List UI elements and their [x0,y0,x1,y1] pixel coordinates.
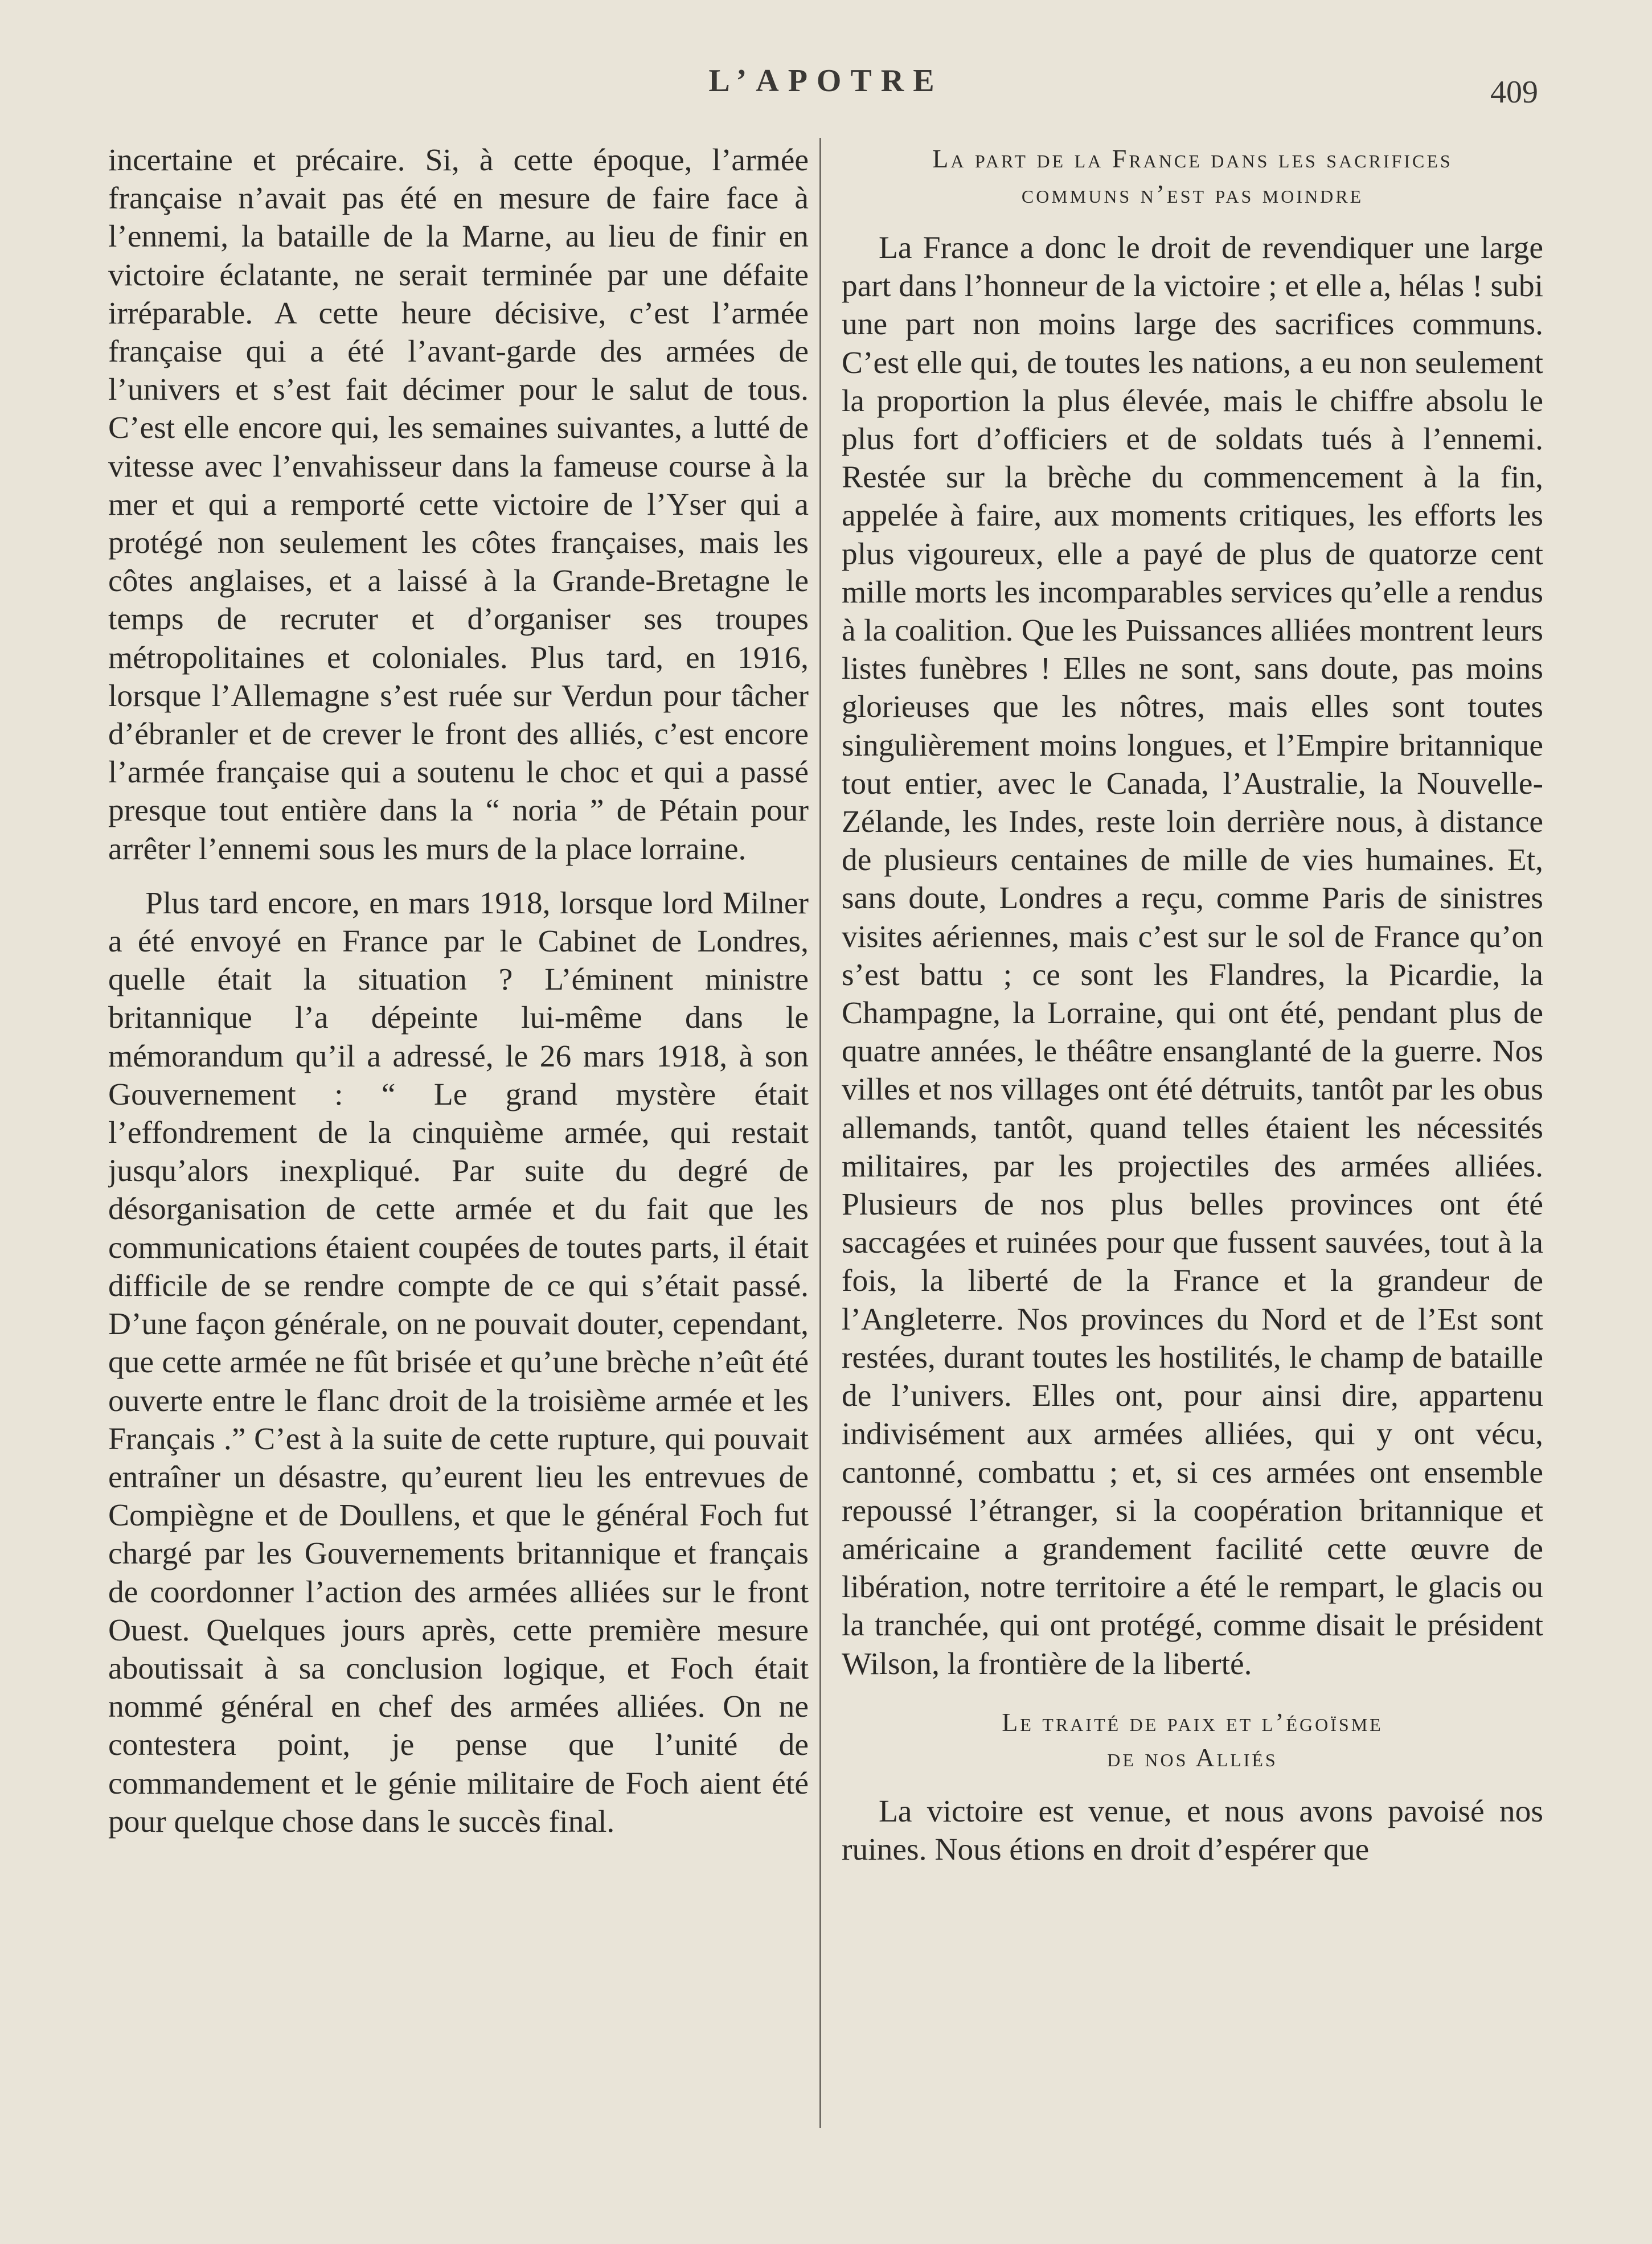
section-heading-2-line-1: Le traité de paix et l’égoïsme [1002,1707,1383,1737]
right-paragraph-2: La victoire est venue, et nous avons pavoisé nos ruines. Nous étions en droit d’espérer que [842,1794,1543,1867]
section-heading-1 [842,141,1543,212]
column-divider [819,138,821,2128]
right-paragraph-1: La France a donc le droit de revendiquer une large part dans l’honneur de la victoire ; et elle a, hélas ! subi une part non moins large des sacrifices communs. C’est elle qui, de toutes les nations, a eu non seulement la proportion la plus élevée, mais le chiffre absolu le plus fort d’officiers et de soldats tués à l’ennemi. Restée sur la brèche du commencement à la fin, appelée à faire, aux moments critiques, les efforts les plus vigoureux, elle a payé de plus de quatorze cent mille morts les incomparables services qu’elle a rendus à la coalition. Que les Puissances alliées montrent leurs listes funèbres ! Elles ne sont, sans doute, pas moins glorieuses que les nôtres, mais elles sont toutes singulièrement moins longues, et l’Empire britannique tout entier, avec le Canada, l’Australie, la Nouvelle-Zélande, les Indes, reste loin derrière nous, à distance de plusieurs centaines de mille de vies humaines. Et, sans doute, Londres a reçu, comme Paris de sinistres visites aériennes, mais c’est sur le sol de France qu’on s’est battu ; ce sont les Flandres, la Picardie, la Champagne, la Lorraine, qui ont été, pendant plus de quatre années, le théâtre ensanglanté de la guerre. Nos villes et nos villages ont été détruits, tantôt par les obus allemands, tantôt, quand telles étaient les nécessités militaires, par les projectiles des armées alliées. Plusieurs de nos plus belles provinces ont été saccagées et ruinées pour que fussent sauvées, tout à la fois, la liberté de la France et la grandeur de l’Angleterre. Nos provinces du Nord et de l’Est sont restées, durant toutes les hostilités, le champ de bataille de l’univers. Elles ont, pour ainsi dire, appartenu indivisément aux armées alliées, qui y ont vécu, cantonné, combattu ; et, si ces armées ont ensemble repoussé l’étranger, si la coopération britannique et américaine a grandement facilité cette œuvre de libération, notre territoire a été le rempart, le glacis ou la tranchée, qui ont protégé, comme disait le président Wilson, la frontière de la liberté. [842,231,1543,1681]
section-heading-1-line-1: La part de la France dans les sacrifices [932,144,1453,173]
left-column [108,141,809,2202]
section-heading-1-line-2: communs n’est pas moindre [1021,179,1364,208]
left-paragraph-2: Plus tard encore, en mars 1918, lorsque lord Milner a été envoyé en France par le Cabinet de Londres, quelle était la situation ? L’éminent ministre britannique l’a dépeinte lui-même dans le mémorandum qu’il a adressé, le 26 mars 1918, à son Gouvernement : “ Le grand mystère était l’effondrement de la cinquième armée, qui restait jusqu’alors inexpliqué. Par suite du degré de désorganisation de cette armée et du fait que les communications étaient coupées de toutes parts, il était difficile de se rendre compte de ce qui s’était passé. D’une façon générale, on ne pouvait douter, cependant, que cette armée ne fût brisée et qu’une brèche n’eût été ouverte entre le flanc droit de la troisième armée et les Français .” C’est à la suite de cette rupture, qui pouvait entraîner un désastre, qu’eurent lieu les entrevues de Compiègne et de Doullens, et que le général Foch fut chargé par les Gouvernements britannique et français de coordonner l’action des armées alliées sur le front Ouest. Quelques jours après, cette première mesure aboutissait à sa conclusion logique, et Foch était nommé général en chef des armées alliées. On ne contestera point, je pense que l’unité de commandement et le génie militaire de Foch aient été pour quelque chose dans le succès final. [108,885,809,1839]
page-number: 409 [1490,75,1538,110]
running-title: L’APOTRE [708,63,944,99]
section-heading-2 [842,1705,1543,1775]
left-paragraph-1: incertaine et précaire. Si, à cette époque, l’armée française n’avait pas été en mesure de faire face à l’ennemi, la bataille de la Marne, au lieu de finir en victoire éclatante, ne serait terminée par une défaite irréparable. A cette heure décisive, c’est l’armée française qui a été l’avant-garde des armées de l’univers et s’est fait décimer pour le salut de tous. C’est elle encore qui, les semaines suivantes, a lutté de vitesse avec l’envahisseur dans la fameuse course à la mer et qui a remporté cette victoire de l’Yser qui a protégé non seulement les côtes françaises, mais les côtes anglaises, et a laissé à la Grande-Bretagne le temps de recruter et d’organiser ses troupes métropolitaines et coloniales. Plus tard, en 1916, lorsque l’Allemagne s’est ruée sur Verdun pour tâcher d’ébranler et de crever le front des alliés, c’est encore l’armée française qui a soutenu le choc et qui a passé presque tout entière dans la “ noria ” de Pétain pour arrêter l’ennemi sous les murs de la place lorraine. [108,143,809,867]
right-column [842,141,1543,2202]
section-heading-2-line-2: de nos Alliés [1107,1742,1278,1772]
